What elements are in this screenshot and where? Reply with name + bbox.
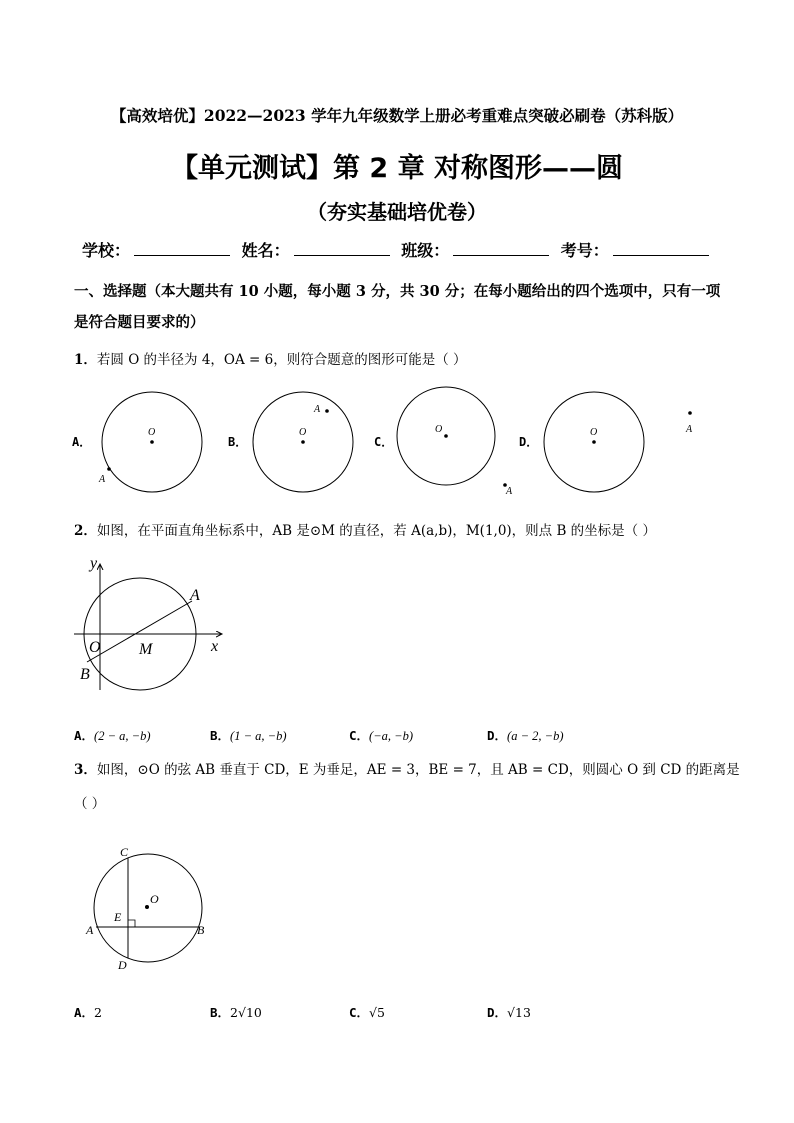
q1-option-a-label[interactable]: A．	[72, 435, 92, 449]
series-title: 【高效培优】2022—2023 学年九年级数学上册必考重难点突破必刷卷（苏科版）	[110, 106, 684, 125]
question-1	[74, 348, 467, 368]
point-m-label: M	[139, 641, 153, 658]
q1-a-o-label: O	[148, 427, 156, 438]
q1-option-b-label[interactable]: B．	[228, 435, 248, 449]
point-a-label: A	[86, 923, 94, 937]
q1-d-a-label: A	[686, 424, 693, 435]
q1-option-d-label[interactable]: D．	[519, 435, 539, 449]
q1-c-center-point	[444, 434, 448, 438]
point-c-label: C	[120, 845, 129, 859]
q1-d-point-a	[688, 411, 692, 415]
question-text: 若圆 O 的半径为 4，OA = 6，则符合题意的图形可能是（ ）	[96, 352, 467, 368]
q3-option-c[interactable]: C．√5	[349, 1005, 385, 1020]
class-label: 班级：	[401, 241, 450, 260]
q1-a-a-label: A	[99, 474, 106, 485]
point-a-label: A	[190, 587, 200, 604]
name-blank[interactable]	[294, 241, 390, 256]
q3-figure	[80, 840, 215, 975]
q1-option-c-label[interactable]: C．	[374, 435, 394, 449]
q1-a-point-a	[107, 467, 111, 471]
point-d-label: D	[118, 958, 127, 972]
q1-d-o-label: O	[590, 427, 598, 438]
q2-figure	[70, 552, 235, 692]
question-3	[74, 758, 740, 778]
q3-option-a[interactable]: A．2	[74, 1005, 102, 1020]
x-label: x	[211, 638, 219, 655]
question-number: 2．	[74, 523, 97, 539]
question-text: 如图，在平面直角坐标系中，AB 是⊙M 的直径，若 A(a,b)，M(1,0)，则点 B 的坐标是（ ）	[96, 523, 656, 539]
point-o-label: O	[150, 892, 159, 906]
q1-d-center-point	[592, 440, 596, 444]
q2-option-c[interactable]: C．(−a, −b)	[349, 728, 413, 743]
page-title: 【单元测试】第 2 章 对称图形——圆	[171, 153, 623, 184]
q1-b-center-point	[301, 440, 305, 444]
origin-label: O	[89, 639, 101, 656]
q1-options-figure	[60, 378, 720, 503]
q1-b-point-a	[325, 409, 329, 413]
question-2	[74, 519, 656, 539]
q2-option-a[interactable]: A．(2 − a, −b)	[74, 728, 151, 743]
q3-center-point	[145, 905, 149, 909]
page-subtitle: （夯实基础培优卷）	[307, 200, 487, 224]
q1-b-o-label: O	[299, 427, 307, 438]
student-info-row	[82, 238, 715, 261]
point-b-label: B	[197, 923, 205, 937]
point-b-label: B	[80, 666, 90, 683]
exam-no-blank[interactable]	[613, 241, 709, 256]
school-label: 学校：	[82, 241, 131, 260]
section-heading: 一、选择题（本大题共有 10 小题，每小题 3 分，共 30 分；在每小题给出的四个选项中，只有一项是符合题目要求的）	[74, 283, 721, 331]
q1-b-a-label: A	[314, 404, 321, 415]
class-blank[interactable]	[453, 241, 549, 256]
point-e-label: E	[114, 910, 122, 924]
q2-option-d[interactable]: D．(a − 2, −b)	[487, 728, 564, 743]
question-number: 1．	[74, 352, 97, 368]
question-3-paren: （ ）	[74, 796, 106, 812]
question-text: 如图，⊙O 的弦 AB 垂直于 CD，E 为垂足，AE = 3，BE = 7，且 AB = CD，则圆心 O 到 CD 的距离是	[96, 762, 740, 778]
y-label: y	[90, 555, 98, 572]
school-blank[interactable]	[134, 241, 230, 256]
name-label: 姓名：	[241, 241, 290, 260]
exam-no-label: 考号：	[560, 241, 609, 260]
q1-a-center-point	[150, 440, 154, 444]
q3-option-d[interactable]: D．√13	[487, 1005, 531, 1020]
question-number: 3．	[74, 762, 97, 778]
q2-option-b[interactable]: B．(1 − a, −b)	[210, 728, 287, 743]
q1-c-a-label: A	[506, 486, 513, 497]
q3-option-b[interactable]: B．2√10	[210, 1005, 262, 1020]
right-angle-mark	[128, 920, 135, 927]
q1-c-o-label: O	[435, 424, 443, 435]
